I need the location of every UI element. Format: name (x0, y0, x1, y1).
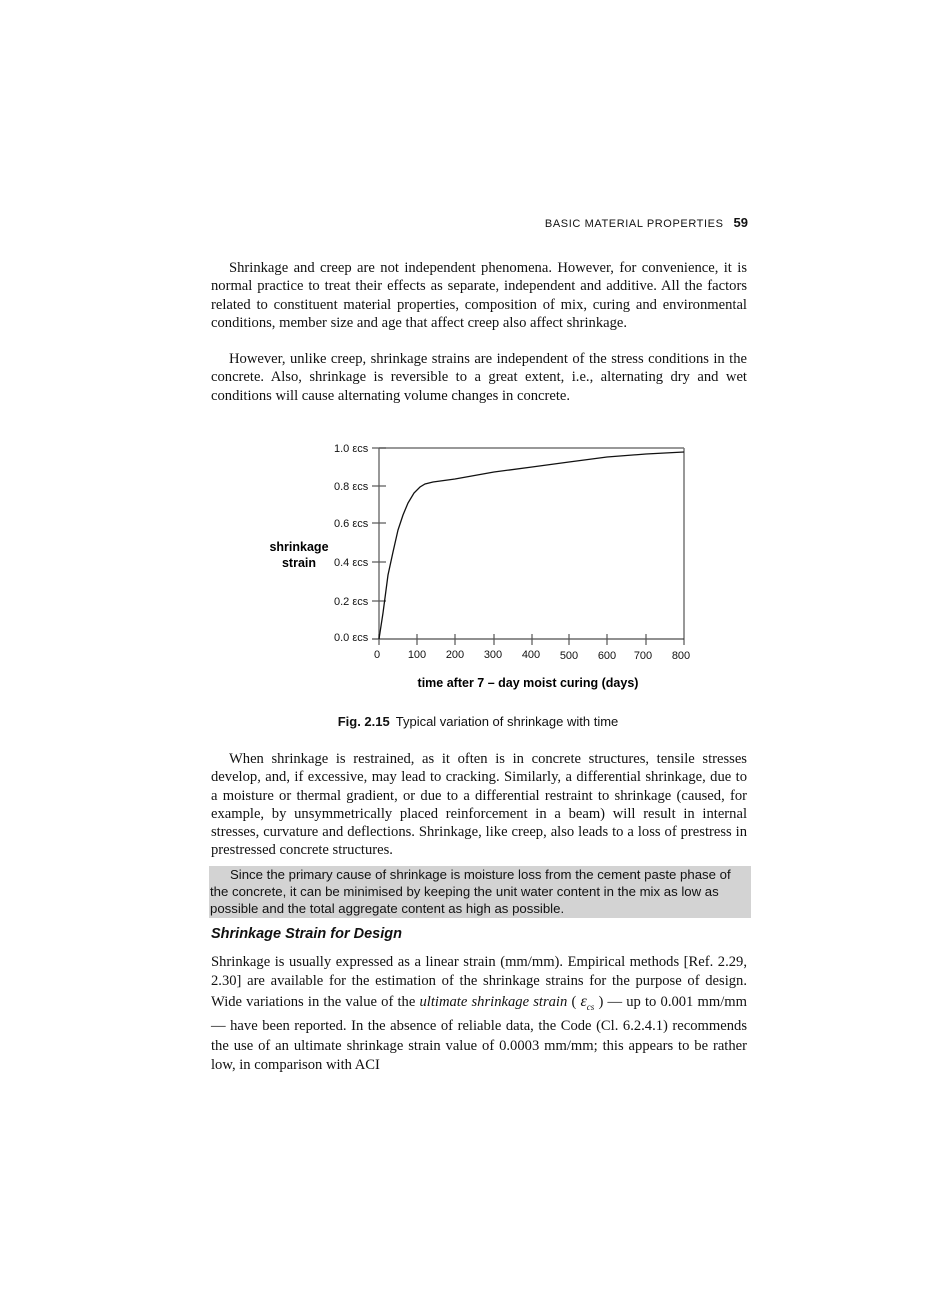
svg-text:200: 200 (445, 649, 465, 661)
chart-svg (255, 435, 705, 695)
paragraph-1 (211, 259, 747, 332)
y-tick-label: 1.0 εcs (334, 443, 369, 455)
running-title: BASIC MATERIAL PROPERTIES (544, 218, 724, 230)
highlight-text: Since the primary cause of shrinkage is moisture loss from the cement paste phase of the concrete, it can be minimised by keeping the unit water content in the mix as low as possible and the total aggregate content as high as possible. (210, 867, 731, 917)
svg-text:600: 600 (597, 650, 617, 662)
paragraph-4: Shrinkage is usually expressed as a linear strain (mm/mm). Empirical methods [Ref. 2.29, 2.30] are available for the estimation of the shrinkage strains for the purpose of design. Wide variations in the value of the ultimate shrinkage strain ( $\varepsilon_{cs}$ ) — up to 0.001 mm/mm — have been reported. In the absence of reliable data, the Code (Cl. 6.2.4.1) recommends the use of an ultimate shrinkage strain value of 0.0003 mm/mm; this appears to be rather low, in comparison with ACI (211, 954, 747, 1074)
shrinkage-chart (255, 435, 705, 695)
paragraph-2-text: However, unlike creep, shrinkage strains are independent of the stress conditions in the concrete. Also, shrinkage is reversible to a great extent, i.e., alternating dry and wet conditions will cause alternating volume changes in concrete. (211, 351, 747, 404)
svg-text:700: 700 (633, 650, 653, 662)
paragraph-2 (211, 350, 747, 405)
page-number: 59 (733, 215, 748, 230)
figure-label: Fig. 2.15 (337, 714, 390, 729)
shrinkage-curve (379, 452, 684, 639)
y-tick-label: 0.8 εcs (334, 481, 369, 493)
section-heading: Shrinkage Strain for Design (211, 926, 402, 942)
y-tick-label: 0.4 εcs (334, 557, 369, 569)
svg-text:500: 500 (559, 650, 579, 662)
x-tick-labels (374, 649, 690, 662)
figure-caption-text: Typical variation of shrinkage with time (395, 714, 619, 729)
y-axis-label-line1: shrinkage (269, 540, 329, 554)
svg-text:100: 100 (407, 649, 427, 661)
svg-text:800: 800 (671, 650, 691, 662)
paragraph-1-text: Shrinkage and creep are not independent phenomena. However, for convenience, it is normal practice to treat their effects as separate, independent and additive. All the factors related to constituent material properties, composition of mix, curing and environmental conditions, member size and age that affect creep also affect shrinkage. (211, 260, 747, 331)
y-axis-label-line2: strain (281, 556, 317, 570)
y-tick-labels (334, 443, 369, 644)
highlight-box (209, 866, 751, 918)
svg-text:400: 400 (521, 649, 541, 661)
running-header (210, 215, 748, 230)
paragraph-3 (211, 750, 747, 860)
svg-text:300: 300 (483, 649, 503, 661)
figure-caption (210, 714, 746, 729)
paragraph-3-text: When shrinkage is restrained, as it often is in concrete structures, tensile stresses develop, and, if excessive, may lead to cracking. Similarly, a differential shrinkage, due to a moisture or thermal gradient, or due to a differential restraint to shrinkage (caused, for example, by unsymmetrically placed reinforcement in a beam) will result in internal stresses, curvature and deflections. Shrinkage, like creep, also leads to a loss of prestress in prestressed concrete structures. (211, 751, 747, 859)
y-tick-label: 0.0 εcs (334, 632, 369, 644)
y-tick-label: 0.6 εcs (334, 518, 369, 530)
epsilon-symbol: $\varepsilon_{cs}$ (580, 992, 595, 1012)
svg-text:0: 0 (373, 649, 381, 661)
y-tick-label: 0.2 εcs (334, 596, 369, 608)
ultimate-shrinkage-term: ultimate shrinkage strain (419, 993, 568, 1010)
x-axis-label: time after 7 – day moist curing (days) (417, 676, 639, 690)
